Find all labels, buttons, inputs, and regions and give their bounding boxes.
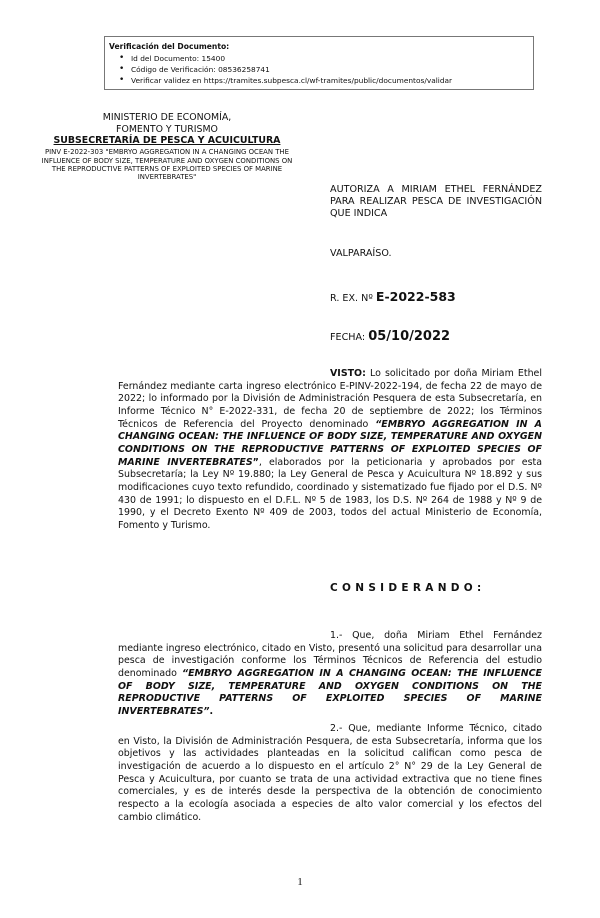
visto-paragraph xyxy=(118,368,542,533)
considerando-paragraph-1 xyxy=(118,630,542,719)
fecha-value: 05/10/2022 xyxy=(368,329,451,344)
verification-box xyxy=(104,36,534,90)
rex-number: E-2022-583 xyxy=(375,289,456,304)
visto-project-title: “EMBRYO AGGREGATION IN A CHANGING OCEAN: THE INFLUENCE OF BODY SIZE, TEMPERATURE AND OXYGEN CONDITIONS ON THE REPRODUCTIVE PATTERNS OF EXPLOITED SPECIES OF MARINE INVERTEBRATES xyxy=(118,418,542,468)
verification-code: • Código de Verificación: 08536258741 xyxy=(119,64,452,75)
project-reference: PINV E-2022-303 "EMBRYO AGGREGATION IN A CHANGING OCEAN THE INFLUENCE OF BODY SIZE, TEMPERATURE AND OXYGEN CONDITIONS ON THE REPRODUCTIVE PATTERNS OF EXPLOITED SPECIES OF MARINE INVERTEBRATES" xyxy=(41,148,293,182)
p1-end: . xyxy=(209,705,214,717)
subsecretaria-title: SUBSECRETARÍA DE PESCA Y ACUICULTURA xyxy=(53,135,281,147)
visto-text-1: Lo solicitado por doña Miriam Ethel Fernández mediante carta ingreso electrónico E-PINV-2022-194, de fecha 22 de mayo de 2022; lo informado por la División de Administración Pesquera de esta Subsecretaría, en Informe Técnico N° E-2022-331, de fecha 20 de septiembre de 2022; los Términos Técnicos de Referencia del Proyecto denominado xyxy=(118,368,542,430)
verification-list xyxy=(119,53,452,87)
visto-text-2: , elaborados por la peticionaria y aprobados por esta Subsecretaría; la Ley Nº 19.880; la Ley General de Pesca y Acuicultura Nº 18.892 y sus modificaciones cuyo texto refundido, coordinado y sistematizado fue fijado por el D.S. Nº 430 de 1991; lo dispuesto en el D.F.L. Nº 5 de 1983, los D.S. Nº 264 de 1988 y Nº 9 de 1990, y el Decreto Exento Nº 409 de 2003, todos del actual Ministerio de Economía, Fomento y Turismo. xyxy=(118,456,542,531)
visto-closing-quote: ” xyxy=(252,456,259,468)
verification-url[interactable]: • Verificar validez en https://tramites.subpesca.cl/wf-tramites/public/documentos/validar xyxy=(119,75,452,86)
considerando-heading: CONSIDERANDO: xyxy=(330,582,486,594)
fecha-label: FECHA: xyxy=(330,332,366,343)
rex-label: R. EX. Nº xyxy=(330,293,373,304)
resolution-summary: AUTORIZA A MIRIAM ETHEL FERNÁNDEZ PARA REALIZAR PESCA DE INVESTIGACIÓN QUE INDICA xyxy=(330,184,542,219)
page-number: 1 xyxy=(297,876,303,888)
visto-label: VISTO: xyxy=(330,368,366,379)
ministry-line1: MINISTERIO DE ECONOMÍA, xyxy=(102,112,232,123)
verification-id: • Id del Documento: 15400 xyxy=(119,53,452,64)
ministry-header xyxy=(36,112,298,182)
resolution-number xyxy=(330,289,542,304)
considerando-paragraph-2 xyxy=(118,723,542,824)
verification-title: Verificación del Documento: xyxy=(109,42,230,51)
city: VALPARAÍSO. xyxy=(330,248,392,259)
p2-text: 2.- Que, mediante Informe Técnico, citado en Visto, la División de Administración Pesquera, de esta Subsecretaría, informa que los objetivos y las actividades planteadas en la solicitud califican como pesca de investigación de acuerdo a lo dispuesto en el artículo 2° N° 29 de la Ley General de Pesca y Acuicultura, por cuanto se trata de una actividad extractiva que no tiene fines comerciales, y es de interés desde la perspectiva de la obtención de conocimiento respecto a la ecología asociada a especies de alto valor comercial y los efectos del cambio climático. xyxy=(118,723,542,823)
resolution-date xyxy=(330,329,542,344)
ministry-line2: FOMENTO Y TURISMO xyxy=(116,123,218,135)
p1-project-title: “EMBRYO AGGREGATION IN A CHANGING OCEAN: THE INFLUENCE OF BODY SIZE, TEMPERATURE AND OXYGEN CONDITIONS ON THE REPRODUCTIVE PATTERNS OF EXPLOITED SPECIES OF MARINE INVERTEBRATES” xyxy=(118,667,542,717)
p1-text: 1.- Que, doña Miriam Ethel Fernández mediante ingreso electrónico, citado en Visto, presentó una solicitud para desarrollar una pesca de investigación conforme los Términos Técnicos de Referencia del estudio denominado xyxy=(118,630,542,679)
